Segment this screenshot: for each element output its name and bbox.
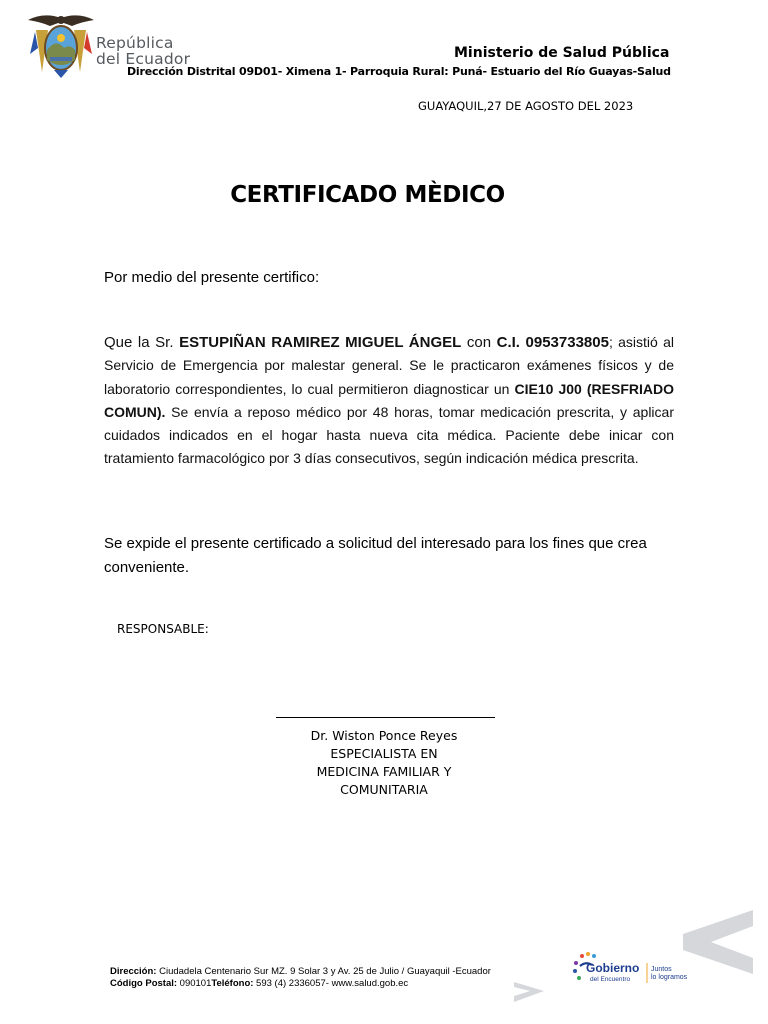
gov-name-line-2: del Encuentro <box>590 976 631 983</box>
document-date: GUAYAQUIL,27 DE AGOSTO DEL 2023 <box>418 99 634 113</box>
responsible-label: RESPONSABLE: <box>117 622 209 636</box>
intro-text: Por medio del presente certifico: <box>104 269 320 286</box>
district-line: Dirección Distrital 09D01- Ximena 1- Parroquia Rural: Puná- Estuario del Río Guayas-Salud <box>127 65 671 78</box>
ministry-name: Ministerio de Salud Pública <box>454 45 670 61</box>
address-value: Ciudadela Centenario Sur MZ. 9 Solar 3 y Av. 25 de Julio / Guayaquil -Ecuador <box>156 966 491 977</box>
phone-label: Teléfono: <box>211 978 254 989</box>
body-part-3: ; asistió al Servicio de Emergencia por malestar general. Se le practicaron exámenes físicos y de laboratorio correspondientes, lo cual permitieron diagnosticar un <box>104 334 674 397</box>
patient-name: ESTUPIÑAN RAMIREZ MIGUEL ÁNGEL <box>179 334 462 351</box>
doctor-title-2: MEDICINA FAMILIAR Y <box>316 764 452 779</box>
phone-value: 593 (4) 2336057- www.salud.gob.ec <box>253 978 409 989</box>
footer-address-line <box>110 966 491 978</box>
certificate-body <box>104 331 674 471</box>
closing-text: Se expide el presente certificado a solicitud del interesado para los fines que crea conveniente. <box>104 535 647 576</box>
gov-slogan-line-1: Juntos <box>651 966 672 973</box>
ecuador-coat-of-arms-icon <box>26 8 96 80</box>
republic-name <box>96 35 190 67</box>
republic-line-1: República <box>96 34 174 52</box>
patient-ci: C.I. 0953733805 <box>496 334 609 351</box>
signature-line <box>276 717 495 718</box>
page-title: CERTIFICADO MÈDICO <box>230 182 505 208</box>
gov-slogan-line-2: lo logramos <box>651 974 688 981</box>
doctor-title-3: COMUNITARIA <box>340 782 428 797</box>
signature-block <box>270 727 498 799</box>
footer-postal-line <box>110 978 491 990</box>
footer-contact <box>110 966 491 990</box>
gobierno-del-encuentro-logo <box>570 950 710 986</box>
doctor-title-1: ESPECIALISTA EN <box>330 746 438 761</box>
postal-label: Código Postal: <box>110 978 178 989</box>
small-chevron-decoration-icon <box>512 980 548 1004</box>
doctor-name: Dr. Wiston Ponce Reyes <box>310 728 458 743</box>
republic-line-2: del Ecuador <box>96 50 191 68</box>
postal-value: 090101 <box>177 978 212 989</box>
body-part-2: con <box>461 334 497 351</box>
gov-name-line-1: Gobierno <box>586 961 640 975</box>
diagnosis-code: CIE10 J00 (RESFRIADO COMUN). <box>104 380 674 420</box>
address-label: Dirección: <box>110 966 157 977</box>
body-part-4: Se envía a reposo médico por 48 horas, tomar medicación prescrita, y aplicar cuidados indicados en el hogar hasta nueva cita médica. Paciente debe inicar con tratamiento farmacológico por 3 días consecutivos, según indicación médica prescrita. <box>104 403 674 467</box>
body-part-1: Que la Sr. <box>104 334 180 351</box>
